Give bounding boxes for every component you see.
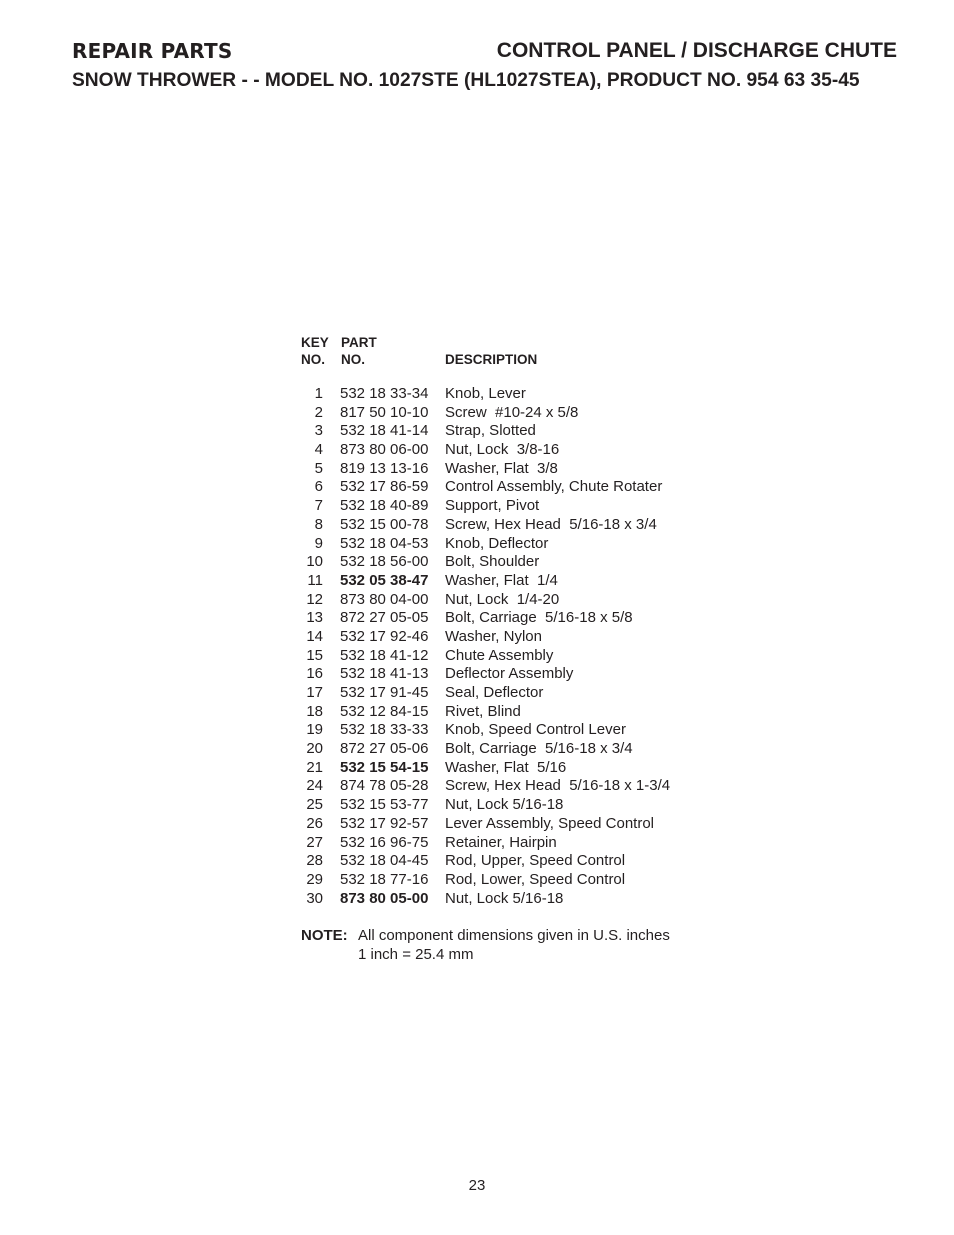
part-description: Bolt, Carriage 5/16-18 x 5/8 <box>445 609 633 627</box>
part-number: 873 80 05-00 <box>340 889 429 907</box>
key-number: 8 <box>314 515 323 533</box>
part-description: Strap, Slotted <box>445 422 536 440</box>
note-label: NOTE: <box>301 927 348 945</box>
key-number: 18 <box>306 702 323 720</box>
key-number: 25 <box>306 796 323 814</box>
part-number: 872 27 05-06 <box>340 740 429 758</box>
key-number: 21 <box>306 758 323 776</box>
part-number: 532 18 77-16 <box>340 870 429 888</box>
part-description: Bolt, Shoulder <box>445 553 540 571</box>
part-number: 532 15 53-77 <box>340 796 429 814</box>
key-number: 26 <box>306 814 323 832</box>
part-number: 873 80 04-00 <box>340 590 429 608</box>
model-subtitle: SNOW THROWER - - MODEL NO. 1027STE (HL1027STEA), PRODUCT NO. 954 63 35-45 <box>72 70 860 91</box>
key-header-line1: KEY <box>301 335 329 350</box>
part-description: Rod, Lower, Speed Control <box>445 870 626 888</box>
key-number: 3 <box>314 422 323 440</box>
part-description: Support, Pivot <box>445 497 540 515</box>
part-description: Lever Assembly, Speed Control <box>445 814 654 832</box>
key-number: 15 <box>306 646 323 664</box>
part-number: 532 17 92-46 <box>340 627 429 645</box>
note-line-1: All component dimensions given in U.S. inches <box>358 927 670 945</box>
part-description: Chute Assembly <box>445 646 554 664</box>
part-number: 817 50 10-10 <box>340 403 429 421</box>
key-header-line2: NO. <box>301 352 326 367</box>
part-number: 532 16 96-75 <box>340 833 429 851</box>
part-description: Washer, Nylon <box>445 627 542 645</box>
part-number: 819 13 13-16 <box>340 459 429 477</box>
part-description: Knob, Lever <box>445 385 526 402</box>
part-description: Nut, Lock 5/16-18 <box>445 889 564 907</box>
key-number: 29 <box>306 870 323 888</box>
key-number: 20 <box>306 740 323 758</box>
key-number: 14 <box>306 627 323 645</box>
part-number: 532 05 38-47 <box>340 571 429 589</box>
key-number: 17 <box>306 684 323 701</box>
part-number: 532 18 41-14 <box>340 422 429 440</box>
key-number: 19 <box>306 721 323 739</box>
part-description: Control Assembly, Chute Rotater <box>445 478 663 496</box>
part-header-line1: PART <box>341 335 377 350</box>
key-number: 9 <box>314 534 323 552</box>
part-description: Deflector Assembly <box>445 665 574 683</box>
part-description: Nut, Lock 5/16-18 <box>445 796 564 814</box>
key-no-header <box>301 334 341 368</box>
part-description: Rivet, Blind <box>445 702 521 720</box>
part-description: Nut, Lock 3/8-16 <box>445 441 560 459</box>
part-number: 532 15 54-15 <box>340 758 429 776</box>
part-description: Seal, Deflector <box>445 684 544 701</box>
part-number: 532 17 92-57 <box>340 814 429 832</box>
part-number: 532 18 33-34 <box>340 385 429 402</box>
key-number: 5 <box>314 459 323 477</box>
key-number: 27 <box>306 833 323 851</box>
part-description: Nut, Lock 1/4-20 <box>445 590 560 608</box>
part-description: Washer, Flat 5/16 <box>445 758 567 776</box>
part-description: Screw, Hex Head 5/16-18 x 3/4 <box>445 515 657 533</box>
section-title: REPAIR PARTS <box>72 39 233 63</box>
part-number: 532 17 86-59 <box>340 478 429 496</box>
key-number: 11 <box>307 571 323 589</box>
part-description: Retainer, Hairpin <box>445 833 557 851</box>
part-description: Screw, Hex Head 5/16-18 x 1-3/4 <box>445 777 671 795</box>
part-description: Knob, Deflector <box>445 534 549 552</box>
page-title: CONTROL PANEL / DISCHARGE CHUTE <box>496 39 897 62</box>
part-header-line2: NO. <box>341 352 366 367</box>
part-no-header <box>341 334 431 368</box>
key-number: 4 <box>314 441 323 459</box>
part-number: 532 18 56-00 <box>340 553 429 571</box>
page-number: 23 <box>468 1177 486 1194</box>
part-description: Screw #10-24 x 5/8 <box>445 403 579 421</box>
part-number: 532 18 41-13 <box>340 665 429 683</box>
part-number: 532 18 04-53 <box>340 534 429 552</box>
key-number: 1 <box>314 385 323 402</box>
part-number: 532 17 91-45 <box>340 684 429 701</box>
part-number: 874 78 05-28 <box>340 777 429 795</box>
key-number: 24 <box>306 777 323 795</box>
key-number: 16 <box>306 665 323 683</box>
part-description: Washer, Flat 1/4 <box>445 571 558 589</box>
note-line-2: 1 inch = 25.4 mm <box>358 945 474 963</box>
part-description: Knob, Speed Control Lever <box>445 721 626 739</box>
part-number: 532 12 84-15 <box>340 702 429 720</box>
key-number: 12 <box>306 590 323 608</box>
part-number: 532 15 00-78 <box>340 515 429 533</box>
part-number: 873 80 06-00 <box>340 441 429 459</box>
key-number: 28 <box>306 852 323 870</box>
description-header: DESCRIPTION <box>445 352 538 367</box>
part-description: Washer, Flat 3/8 <box>445 459 558 477</box>
part-number: 532 18 33-33 <box>340 721 429 739</box>
key-number: 2 <box>314 403 323 421</box>
part-number: 872 27 05-05 <box>340 609 429 627</box>
part-number: 532 18 41-12 <box>340 646 429 664</box>
key-number: 30 <box>306 889 323 907</box>
key-number: 6 <box>314 478 323 496</box>
part-description: Bolt, Carriage 5/16-18 x 3/4 <box>445 740 633 758</box>
key-number: 13 <box>306 609 323 627</box>
key-number: 7 <box>314 497 323 515</box>
key-number: 10 <box>306 553 323 571</box>
part-number: 532 18 04-45 <box>340 852 429 870</box>
part-number: 532 18 40-89 <box>340 497 429 515</box>
part-description: Rod, Upper, Speed Control <box>445 852 626 870</box>
